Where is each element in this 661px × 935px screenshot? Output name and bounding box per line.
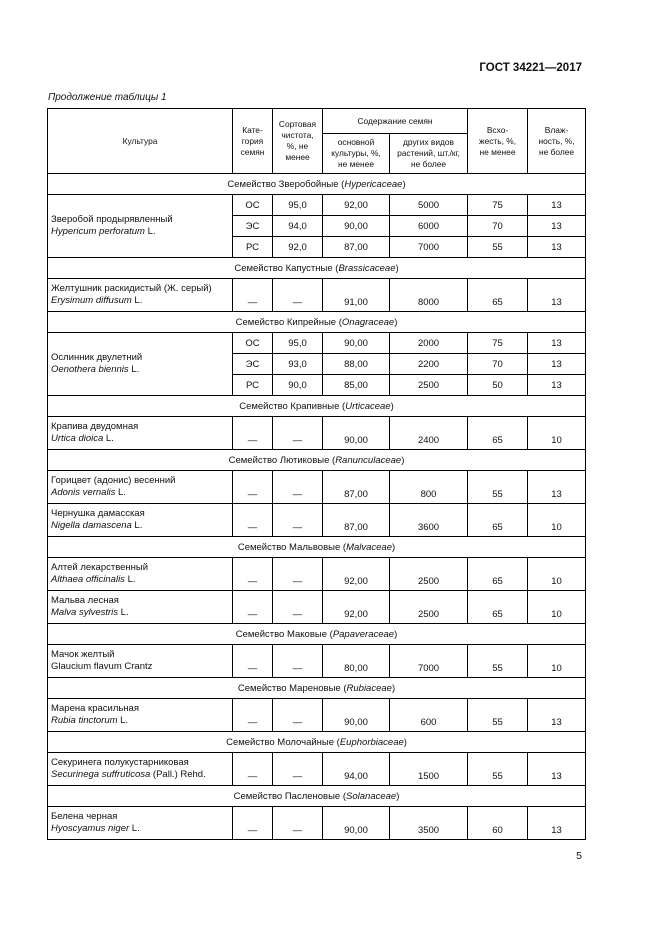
culture-latin: Hyoscyamus niger (51, 823, 130, 834)
cell-purity: 95,0 (273, 333, 323, 354)
family-latin: Ranunculaceae (335, 454, 402, 466)
standard-code: ГОСТ 34221—2017 (479, 62, 582, 74)
cell-other: 2400 (390, 417, 468, 450)
cell-moist: 10 (528, 504, 586, 537)
culture-name: Белена черная (51, 811, 118, 822)
culture-latin-line (51, 487, 229, 499)
culture-latin: Securinega suffruticosa (51, 769, 151, 780)
cell-other: 1500 (390, 753, 468, 786)
family-cell: Семейство Маковые (Papaveraceae) (48, 624, 586, 645)
family-latin: Euphorbiaceae (339, 736, 404, 748)
family-name: Семейство Зверобойные (227, 178, 339, 190)
cell-germ: 70 (468, 354, 528, 375)
table-row (48, 333, 586, 354)
cell-germ: 60 (468, 807, 528, 840)
family-name: Семейство Молочайные (226, 736, 335, 748)
family-name: Семейство Капустные (234, 262, 333, 274)
culture-cell (48, 417, 233, 450)
family-latin: Onagraceae (341, 316, 395, 328)
cell-moist: 13 (528, 699, 586, 732)
table-row (48, 558, 586, 591)
culture-author: L. (115, 487, 126, 498)
culture-name: Крапива двудомная (51, 421, 139, 432)
cell-category: — (233, 417, 273, 450)
family-cell: Семейство Мареновые (Rubiaceae) (48, 678, 586, 699)
family-row (48, 624, 586, 645)
col-culture: Культура (48, 109, 233, 174)
family-cell: Семейство Мальвовые (Malvaceae) (48, 537, 586, 558)
culture-cell (48, 471, 233, 504)
cell-germ: 65 (468, 591, 528, 624)
cell-purity: 90,0 (273, 375, 323, 396)
culture-author: L. (128, 364, 140, 375)
cell-moist: 10 (528, 591, 586, 624)
cell-main: 90,00 (323, 699, 390, 732)
culture-cell (48, 195, 233, 258)
culture-latin: Erysimum diffusum (51, 295, 132, 306)
cell-main: 87,00 (323, 237, 390, 258)
culture-latin-line (51, 520, 229, 532)
culture-cell (48, 504, 233, 537)
family-latin: Urticaceae (345, 400, 391, 412)
cell-category: — (233, 471, 273, 504)
table-row (48, 591, 586, 624)
cell-main: 80,00 (323, 645, 390, 678)
family-name: Семейство Кипрейные (235, 316, 337, 328)
cell-moist: 13 (528, 471, 586, 504)
culture-cell (48, 279, 233, 312)
culture-cell (48, 753, 233, 786)
cell-main: 88,00 (323, 354, 390, 375)
cell-moist: 13 (528, 279, 586, 312)
culture-author: L. (103, 433, 114, 444)
culture-name: Мальва лесная (51, 595, 119, 606)
family-cell: Семейство Лютиковые (Ranunculaceae) (48, 450, 586, 471)
cell-purity: — (273, 699, 323, 732)
family-latin: Rubiaceae (346, 682, 392, 694)
cell-category: — (233, 807, 273, 840)
cell-main: 90,00 (323, 216, 390, 237)
family-cell: Семейство Капустные (Brassicaceae) (48, 258, 586, 279)
cell-category: — (233, 558, 273, 591)
cell-other: 2000 (390, 333, 468, 354)
culture-latin: Oenothera biennis (51, 364, 129, 375)
culture-cell (48, 558, 233, 591)
cell-category: ОС (233, 195, 273, 216)
family-cell: Семейство Крапивные (Urticaceae) (48, 396, 586, 417)
table-row (48, 471, 586, 504)
cell-main: 90,00 (323, 807, 390, 840)
cell-other: 2500 (390, 591, 468, 624)
cell-purity: — (273, 279, 323, 312)
family-name: Семейство Пасленовые (233, 790, 341, 802)
culture-cell (48, 645, 233, 678)
culture-latin-line (51, 823, 229, 835)
page-number: 5 (576, 850, 582, 862)
cell-germ: 55 (468, 753, 528, 786)
cell-main: 90,00 (323, 333, 390, 354)
cell-moist: 13 (528, 354, 586, 375)
culture-author: Glaucium flavum Crantz (51, 661, 153, 672)
cell-germ: 75 (468, 333, 528, 354)
cell-other: 8000 (390, 279, 468, 312)
family-name: Семейство Мареновые (237, 682, 341, 694)
cell-other: 600 (390, 699, 468, 732)
cell-category: ОС (233, 333, 273, 354)
cell-moist: 13 (528, 195, 586, 216)
culture-latin-line (51, 715, 229, 727)
culture-author: L. (118, 607, 129, 618)
table-row (48, 753, 586, 786)
col-germination: Всхо- жесть, %, не менее (468, 109, 528, 174)
cell-moist: 10 (528, 645, 586, 678)
cell-category: — (233, 699, 273, 732)
family-name: Семейство Мальвовые (237, 541, 341, 553)
cell-main: 92,00 (323, 591, 390, 624)
cell-germ: 55 (468, 471, 528, 504)
cell-moist: 13 (528, 375, 586, 396)
culture-latin-line (51, 769, 229, 781)
culture-name: Желтушник раскидистый (Ж. серый) (51, 283, 212, 294)
cell-purity: — (273, 558, 323, 591)
family-row (48, 537, 586, 558)
table-row (48, 417, 586, 450)
culture-author: L. (124, 574, 136, 585)
cell-category: — (233, 279, 273, 312)
family-row (48, 732, 586, 753)
cell-moist: 13 (528, 237, 586, 258)
culture-latin-line (51, 661, 229, 673)
cell-main: 92,00 (323, 558, 390, 591)
table-row (48, 699, 586, 732)
cell-main: 90,00 (323, 417, 390, 450)
culture-latin: Hypericum perforatum (51, 226, 145, 237)
family-latin: Solanaceae (346, 790, 397, 802)
table-row (48, 807, 586, 840)
cell-main: 94,00 (323, 753, 390, 786)
cell-purity: — (273, 417, 323, 450)
family-row (48, 258, 586, 279)
table-row (48, 195, 586, 216)
cell-main: 87,00 (323, 471, 390, 504)
cell-germ: 55 (468, 237, 528, 258)
family-row (48, 174, 586, 195)
family-row (48, 312, 586, 333)
cell-purity: 94,0 (273, 216, 323, 237)
cell-purity: 93,0 (273, 354, 323, 375)
cell-other: 5000 (390, 195, 468, 216)
cell-purity: 95,0 (273, 195, 323, 216)
cell-other: 6000 (390, 216, 468, 237)
family-row (48, 450, 586, 471)
cell-category: РС (233, 375, 273, 396)
culture-author: L. (131, 520, 143, 531)
cell-germ: 65 (468, 279, 528, 312)
cell-purity: — (273, 471, 323, 504)
cell-other: 800 (390, 471, 468, 504)
cell-other: 7000 (390, 645, 468, 678)
table-row (48, 645, 586, 678)
family-name: Семейство Лютиковые (228, 454, 330, 466)
cell-moist: 13 (528, 753, 586, 786)
cell-germ: 50 (468, 375, 528, 396)
culture-latin-line (51, 433, 229, 445)
seed-quality-table (47, 108, 586, 840)
culture-cell (48, 699, 233, 732)
col-purity: Сортовая чистота, %, не менее (273, 109, 323, 174)
culture-latin-line (51, 574, 229, 586)
family-cell: Семейство Кипрейные (Onagraceae) (48, 312, 586, 333)
culture-name: Горицвет (адонис) весенний (51, 475, 176, 486)
culture-name: Чернушка дамасская (51, 508, 145, 519)
cell-category: — (233, 753, 273, 786)
cell-main: 87,00 (323, 504, 390, 537)
cell-main: 92,00 (323, 195, 390, 216)
cell-germ: 55 (468, 645, 528, 678)
culture-cell (48, 333, 233, 396)
cell-main: 91,00 (323, 279, 390, 312)
family-name: Семейство Крапивные (239, 400, 340, 412)
cell-moist: 13 (528, 216, 586, 237)
family-row (48, 396, 586, 417)
family-cell: Семейство Пасленовые (Solanaceae) (48, 786, 586, 807)
family-row (48, 678, 586, 699)
culture-latin-line (51, 364, 229, 376)
culture-author: (Pall.) Rehd. (150, 769, 206, 780)
cell-purity: — (273, 645, 323, 678)
culture-name: Зверобой продырявленный (51, 214, 173, 225)
cell-main: 85,00 (323, 375, 390, 396)
cell-moist: 13 (528, 807, 586, 840)
family-row (48, 786, 586, 807)
cell-germ: 70 (468, 216, 528, 237)
cell-other: 2500 (390, 558, 468, 591)
culture-name: Алтей лекарственный (51, 562, 149, 573)
cell-germ: 65 (468, 558, 528, 591)
cell-category: — (233, 645, 273, 678)
cell-category: РС (233, 237, 273, 258)
culture-cell (48, 807, 233, 840)
family-cell: Семейство Молочайные (Euphorbiaceae) (48, 732, 586, 753)
family-cell: Семейство Зверобойные (Hypericaceae) (48, 174, 586, 195)
culture-name: Марена красильная (51, 703, 139, 714)
table-caption: Продолжение таблицы 1 (48, 92, 167, 103)
culture-author: L. (117, 715, 129, 726)
family-latin: Malvaceae (346, 541, 393, 553)
col-seed-content: Содержание семян (323, 109, 468, 134)
cell-purity: 92,0 (273, 237, 323, 258)
col-main-culture: основной культуры, %, не менее (323, 134, 390, 174)
culture-name: Мачок желтый (51, 649, 115, 660)
cell-other: 7000 (390, 237, 468, 258)
culture-latin-line (51, 226, 229, 238)
culture-latin: Malva sylvestris (51, 607, 119, 618)
table-row (48, 504, 586, 537)
col-other-species: других видов растений, шт./кг, не более (390, 134, 468, 174)
col-moisture: Влаж- ность, %, не более (528, 109, 586, 174)
culture-latin: Rubia tinctorum (51, 715, 118, 726)
cell-moist: 10 (528, 558, 586, 591)
family-latin: Hypericaceae (344, 178, 403, 190)
cell-category: — (233, 504, 273, 537)
cell-germ: 75 (468, 195, 528, 216)
cell-moist: 13 (528, 333, 586, 354)
cell-germ: 65 (468, 417, 528, 450)
culture-latin: Althaea officinalis (51, 574, 125, 585)
culture-latin-line (51, 607, 229, 619)
cell-germ: 55 (468, 699, 528, 732)
culture-latin: Nigella damascena (51, 520, 132, 531)
cell-other: 3600 (390, 504, 468, 537)
culture-author: L. (144, 226, 156, 237)
col-category: Кате- гория семян (233, 109, 273, 174)
culture-latin-line (51, 295, 229, 307)
cell-purity: — (273, 591, 323, 624)
cell-other: 2200 (390, 354, 468, 375)
family-latin: Brassicaceae (338, 262, 396, 274)
culture-cell (48, 591, 233, 624)
culture-name: Секуринега полукустарниковая (51, 757, 189, 768)
culture-author: L. (129, 823, 140, 834)
family-latin: Papaveraceae (332, 628, 395, 640)
family-name: Семейство Маковые (235, 628, 327, 640)
cell-category: ЭС (233, 354, 273, 375)
cell-category: ЭС (233, 216, 273, 237)
cell-moist: 10 (528, 417, 586, 450)
cell-purity: — (273, 504, 323, 537)
cell-purity: — (273, 753, 323, 786)
cell-other: 2500 (390, 375, 468, 396)
table-row (48, 279, 586, 312)
culture-latin: Adonis vernalis (51, 487, 116, 498)
cell-other: 3500 (390, 807, 468, 840)
culture-author: L. (131, 295, 143, 306)
cell-purity: — (273, 807, 323, 840)
cell-germ: 65 (468, 504, 528, 537)
culture-latin: Urtica dioica (51, 433, 104, 444)
culture-name: Ослинник двулетний (51, 352, 143, 363)
cell-category: — (233, 591, 273, 624)
